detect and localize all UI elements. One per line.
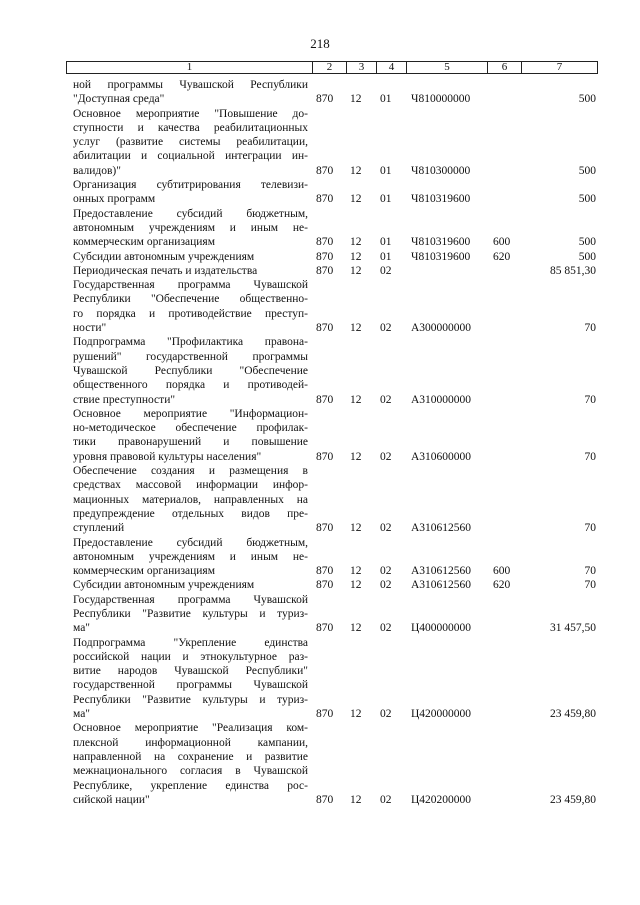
cell-c5: А310612560 [411, 579, 472, 592]
cell-c6: 620 [493, 579, 511, 592]
description-line: Основное мероприятие "Реализация ком- [73, 722, 308, 735]
cell-c3: 12 [350, 793, 362, 806]
cell-c5: Ч810319600 [411, 236, 471, 249]
description-line: ности" [73, 322, 107, 335]
cell-c7: 70 [584, 579, 596, 592]
header-col-3: 3 [346, 62, 376, 73]
table-row [0, 178, 640, 207]
cell-c5: А300000000 [411, 322, 472, 335]
description-line: рушений" государственной программы [73, 350, 308, 363]
cell-c4: 02 [380, 522, 392, 535]
description-line: автономным учреждениям и иным не- [73, 550, 308, 563]
cell-c4: 02 [380, 708, 392, 721]
header-col-1: 1 [186, 61, 193, 73]
cell-c2: 870 [316, 193, 334, 206]
description-line: плексной информационной кампании, [73, 736, 308, 749]
cell-c4: 02 [380, 622, 392, 635]
cell-c3: 12 [350, 236, 362, 249]
description-line: Обеспечение создания и размещения в [73, 465, 308, 478]
cell-c5: Ч810319600 [411, 250, 471, 263]
description-line: го порядка и противодействие преступ- [73, 307, 308, 320]
description-line: абилитации и социальной интеграции ин- [73, 150, 308, 163]
cell-c5: А310612560 [411, 565, 472, 578]
cell-c7: 70 [584, 450, 596, 463]
cell-c5: А310000000 [411, 393, 472, 406]
header-col-2: 2 [312, 62, 346, 73]
cell-c3: 12 [350, 393, 362, 406]
cell-c5: Ц420200000 [411, 793, 472, 806]
table-header [66, 61, 598, 74]
cell-c7: 500 [578, 250, 596, 263]
description-line: Республики "Обеспечение общественно- [73, 293, 308, 306]
table-row [0, 264, 640, 278]
cell-c4: 02 [380, 793, 392, 806]
cell-c3: 12 [350, 250, 362, 263]
table-row [0, 464, 640, 535]
cell-c7: 23 459,80 [550, 793, 596, 806]
description-line: сийской нации" [73, 793, 150, 806]
cell-c3: 12 [350, 450, 362, 463]
description-line: "Доступная среда" [73, 93, 165, 106]
cell-c2: 870 [316, 250, 334, 263]
cell-c3: 12 [350, 708, 362, 721]
description-line: коммерческим организациям [73, 565, 215, 578]
cell-c2: 870 [316, 579, 334, 592]
description-line: направленной на сохранение и развитие [73, 750, 308, 763]
cell-c7: 500 [578, 193, 596, 206]
cell-c6: 600 [493, 565, 511, 578]
cell-c5: Ц400000000 [411, 622, 472, 635]
table-row [0, 278, 640, 335]
description-line: но-методическое обеспечение профилак- [73, 422, 308, 435]
cell-c4: 01 [380, 193, 392, 206]
cell-c7: 70 [584, 565, 596, 578]
cell-c3: 12 [350, 264, 362, 277]
description-line: Республики "Развитие культуры и туриз- [73, 607, 308, 620]
cell-c4: 02 [380, 565, 392, 578]
cell-c7: 31 457,50 [550, 622, 596, 635]
description-line: ствие преступности" [73, 393, 176, 406]
cell-c2: 870 [316, 793, 334, 806]
cell-c7: 500 [578, 93, 596, 106]
description-line: Организация субтитрирования телевизи- [73, 179, 308, 192]
table-row [0, 207, 640, 250]
cell-c3: 12 [350, 93, 362, 106]
table-row [0, 636, 640, 722]
cell-c3: 12 [350, 622, 362, 635]
description-line: государственной программы Чувашской [73, 679, 308, 692]
cell-c3: 12 [350, 322, 362, 335]
cell-c4: 02 [380, 393, 392, 406]
cell-c2: 870 [316, 622, 334, 635]
table-row [0, 335, 640, 406]
table-row [0, 107, 640, 178]
page-number: 218 [310, 36, 330, 51]
cell-c2: 870 [316, 93, 334, 106]
table-body [0, 78, 640, 807]
cell-c2: 870 [316, 264, 334, 277]
description-line: мационных материалов, направленных на [73, 493, 308, 506]
description-line: Подпрограмма "Профилактика правона- [73, 336, 308, 349]
description-line: ной программы Чувашской Республики [73, 79, 308, 91]
description-line: витие народов Чувашской Республики" [73, 665, 308, 678]
description-line: Периодическая печать и издательства [73, 264, 258, 277]
table-row [0, 721, 640, 807]
cell-c2: 870 [316, 322, 334, 335]
header-col-5: 5 [406, 62, 487, 73]
cell-c4: 02 [380, 322, 392, 335]
cell-c7: 70 [584, 393, 596, 406]
description-line: ма" [73, 708, 90, 721]
description-line: автономным учреждениям и иным не- [73, 221, 308, 234]
header-col-6: 6 [487, 62, 521, 73]
cell-c3: 12 [350, 193, 362, 206]
cell-c3: 12 [350, 579, 362, 592]
description-line: ма" [73, 622, 90, 635]
cell-c5: А310612560 [411, 522, 472, 535]
description-line: онных программ [73, 193, 156, 206]
cell-c6: 600 [493, 236, 511, 249]
cell-c2: 870 [316, 450, 334, 463]
description-line: Чувашской Республики "Обеспечение [73, 364, 308, 377]
header-col-4: 4 [376, 62, 406, 73]
cell-c2: 870 [316, 708, 334, 721]
description-line: средствах массовой информации инфор- [73, 479, 308, 492]
cell-c5: А310600000 [411, 450, 472, 463]
description-line: общественного порядка и противодей- [73, 379, 308, 392]
table-row [0, 578, 640, 592]
description-line: Государственная программа Чувашской [73, 279, 308, 292]
header-col-7: 7 [521, 62, 597, 73]
cell-c4: 01 [380, 164, 392, 177]
cell-c7: 23 459,80 [550, 708, 596, 721]
description-line: коммерческим организациям [73, 236, 215, 249]
description-line: тики правонарушений и повышение [73, 436, 308, 449]
table-row [0, 78, 640, 107]
cell-c5: Ч810000000 [411, 93, 471, 106]
table-row [0, 593, 640, 636]
cell-c4: 01 [380, 236, 392, 249]
table-row [0, 407, 640, 464]
description-line: Субсидии автономным учреждениям [73, 250, 255, 263]
cell-c3: 12 [350, 522, 362, 535]
description-line: российской нации и этнокультурное раз- [73, 650, 308, 663]
description-line: Субсидии автономным учреждениям [73, 579, 255, 592]
cell-c2: 870 [316, 236, 334, 249]
description-line: ступности и качества реабилитационных [73, 121, 308, 134]
description-line: Республики "Развитие культуры и туриз- [73, 693, 308, 706]
cell-c2: 870 [316, 393, 334, 406]
cell-c7: 500 [578, 236, 596, 249]
cell-c5: Ч810319600 [411, 193, 471, 206]
cell-c5: Ц420000000 [411, 708, 472, 721]
cell-c7: 500 [578, 164, 596, 177]
cell-c2: 870 [316, 164, 334, 177]
cell-c7: 85 851,30 [550, 264, 596, 277]
description-line: уровня правовой культуры населения" [73, 450, 262, 463]
cell-c2: 870 [316, 565, 334, 578]
cell-c5: Ч810300000 [411, 164, 471, 177]
description-line: Подпрограмма "Укрепление единства [73, 636, 308, 649]
table-row [0, 536, 640, 579]
cell-c4: 01 [380, 250, 392, 263]
table-row [0, 250, 640, 264]
description-line: межнационального согласия в Чувашской [73, 765, 308, 778]
cell-c4: 02 [380, 579, 392, 592]
cell-c3: 12 [350, 164, 362, 177]
description-line: услуг (развитие системы реабилитации, [73, 136, 308, 149]
cell-c4: 01 [380, 93, 392, 106]
cell-c3: 12 [350, 565, 362, 578]
description-line: Предоставление субсидий бюджетным, [73, 207, 308, 220]
cell-c2: 870 [316, 522, 334, 535]
description-line: Государственная программа Чувашской [73, 593, 308, 606]
description-line: валидов)" [73, 164, 121, 177]
cell-c4: 02 [380, 450, 392, 463]
description-line: Республике, укрепление единства рос- [73, 779, 308, 792]
description-line: Основное мероприятие "Повышение до- [73, 107, 308, 120]
description-line: ступлений [73, 522, 125, 535]
cell-c6: 620 [493, 250, 511, 263]
cell-c7: 70 [584, 322, 596, 335]
description-line: предупреждение отдельных видов пре- [73, 507, 308, 520]
description-line: Предоставление субсидий бюджетным, [73, 536, 308, 549]
cell-c4: 02 [380, 264, 392, 277]
description-line: Основное мероприятие "Информацион- [73, 407, 308, 420]
cell-c7: 70 [584, 522, 596, 535]
